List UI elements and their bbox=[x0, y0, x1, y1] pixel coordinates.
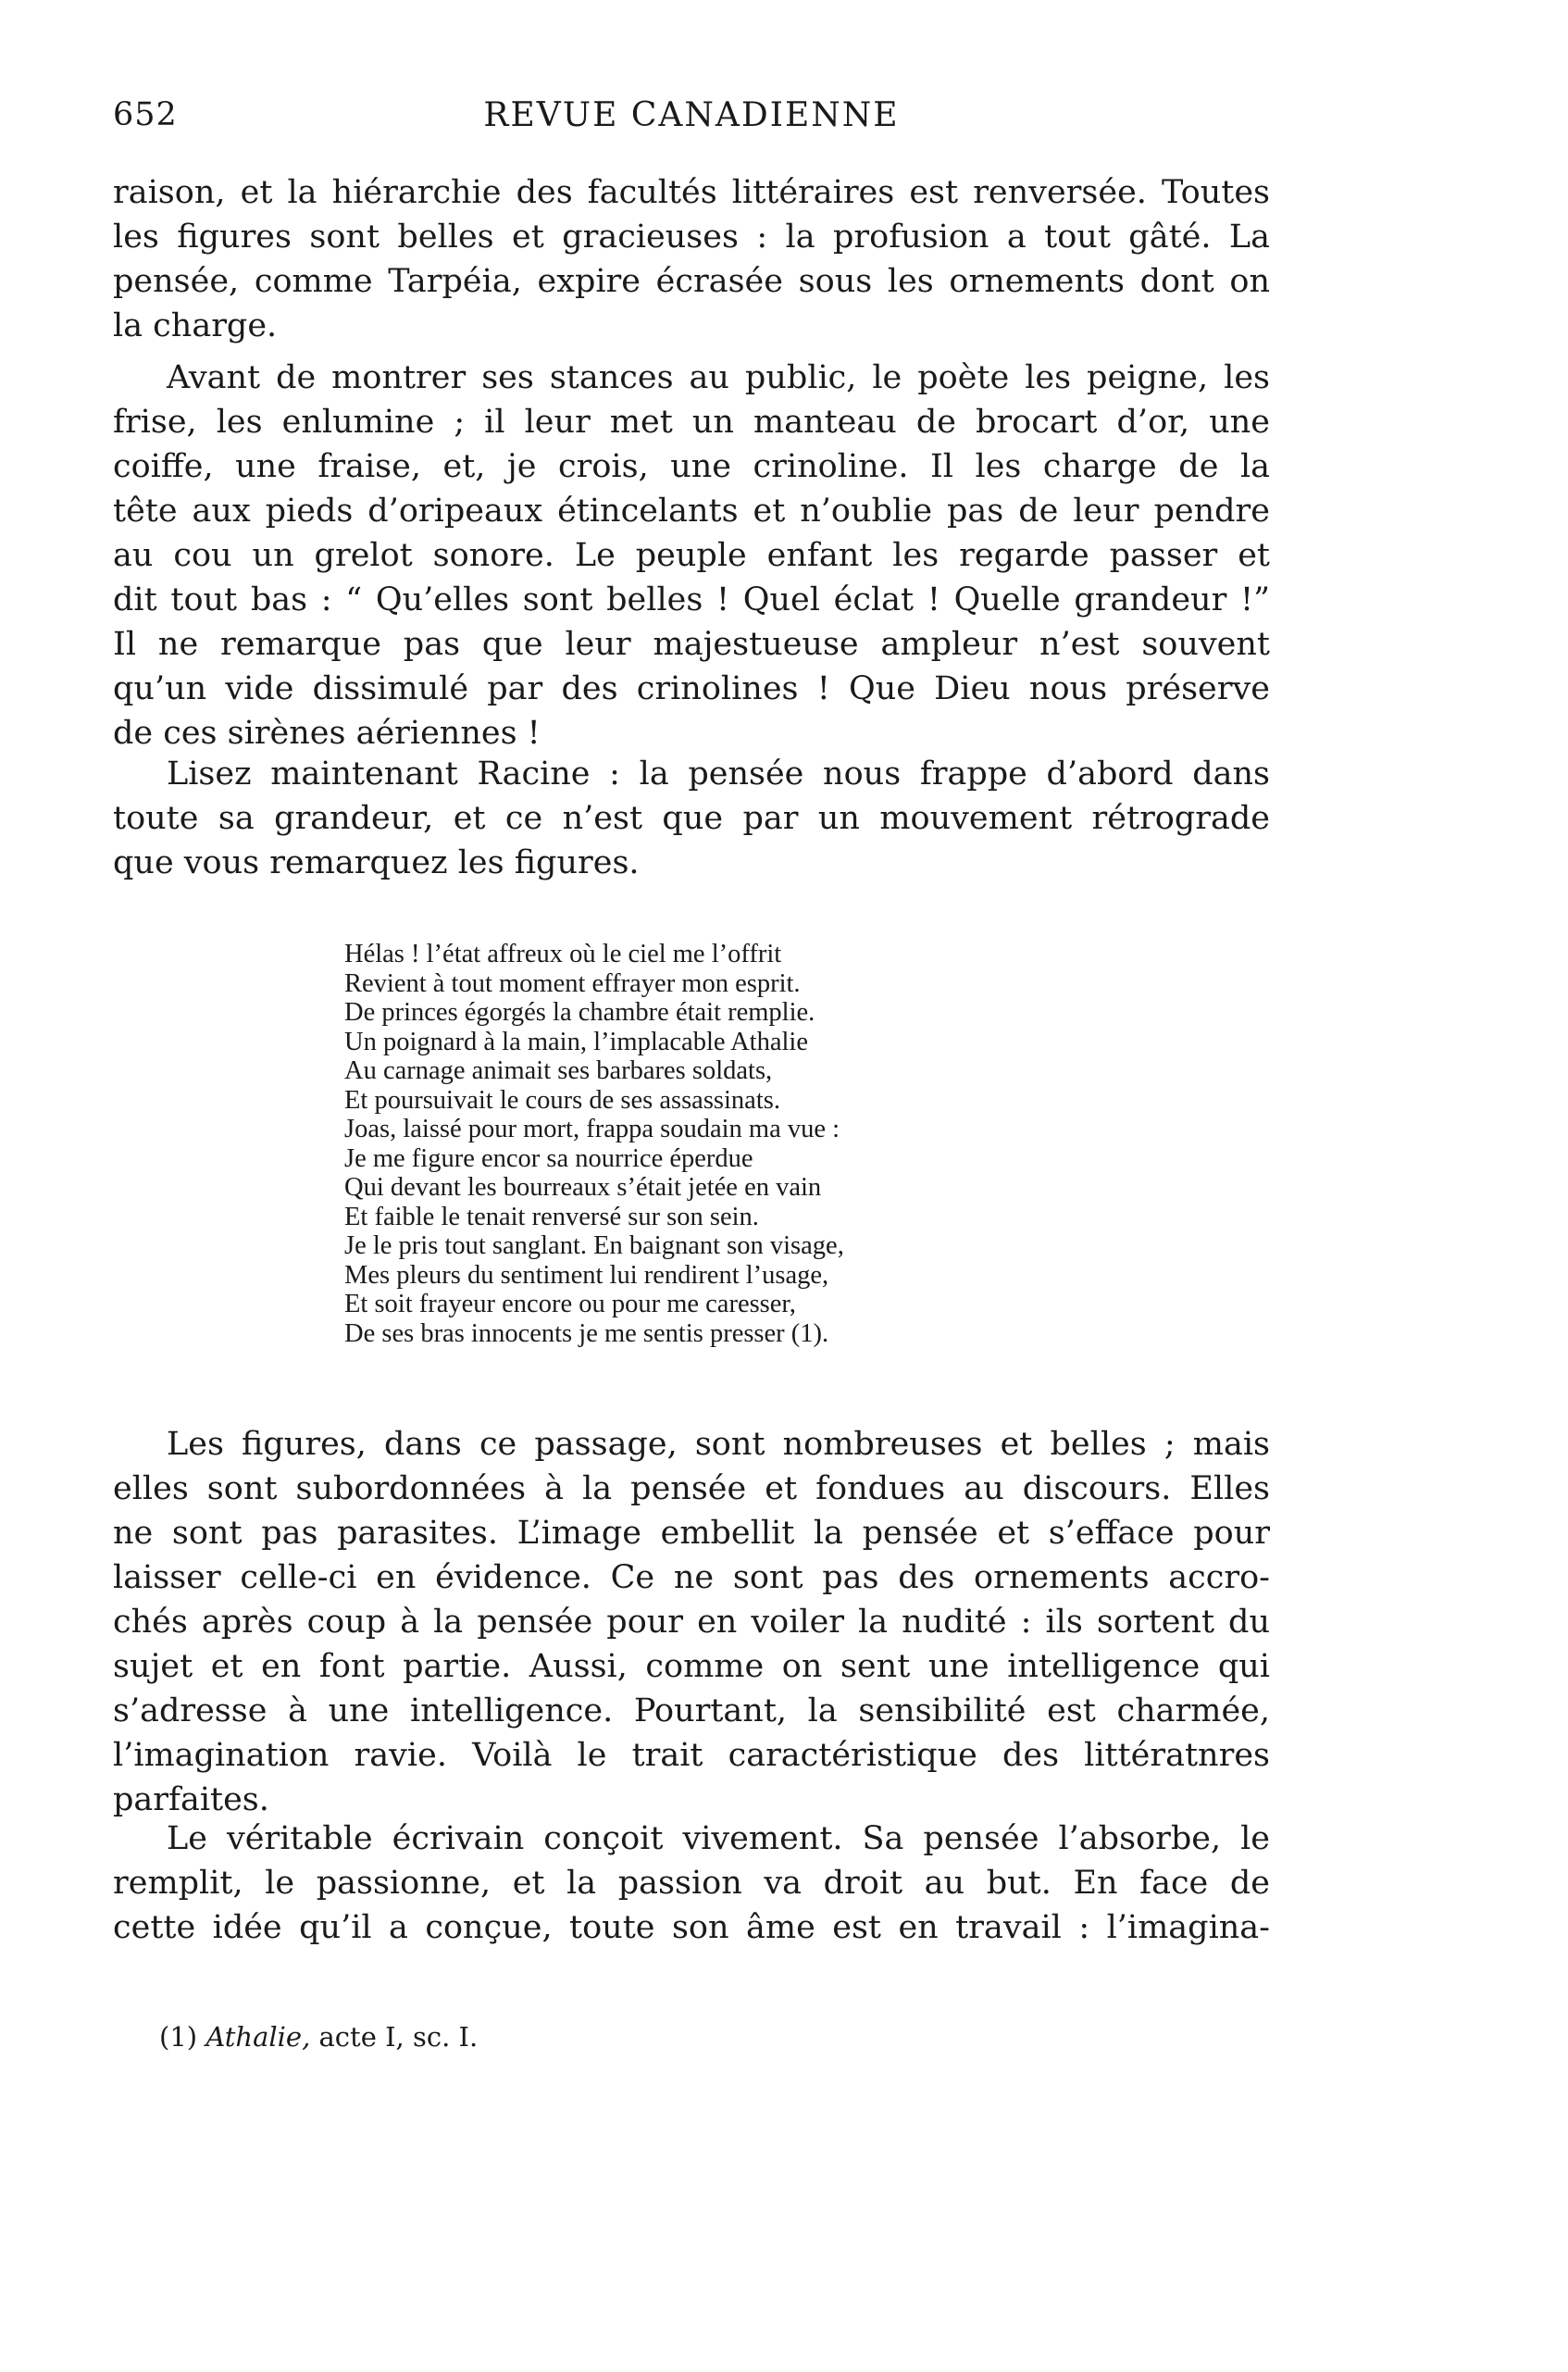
verse-line: Joas, laissé pour mort, frappa soudain ma vue : bbox=[344, 1115, 840, 1143]
text-line: dit tout bas : “ Qu’elles sont belles ! Quel éclat ! Quelle grandeur !” bbox=[113, 581, 1270, 618]
verse-line: Mes pleurs du sentiment lui rendirent l’usage, bbox=[344, 1260, 829, 1290]
text-line: la charge. bbox=[113, 307, 278, 344]
text-line: coiffe, une fraise, et, je crois, une crinoline. Il les charge de la bbox=[113, 448, 1270, 485]
text-line: qu’un vide dissimulé par des crinolines ! Que Dieu nous préserve bbox=[113, 670, 1270, 707]
verse-line: Je me figure encor sa nourrice éperdue bbox=[344, 1143, 753, 1173]
text-line: Les figures, dans ce passage, sont nombreuses et belles ; mais bbox=[167, 1426, 1270, 1463]
footnote-title: Athalie, bbox=[205, 2021, 311, 2053]
text-line: Lisez maintenant Racine : la pensée nous frappe d’abord dans bbox=[167, 755, 1270, 793]
verse-line: De princes égorgés la chambre était remplie. bbox=[344, 998, 815, 1027]
running-head: REVUE CANADIENNE bbox=[483, 96, 900, 134]
text-line: parfaites. bbox=[113, 1781, 269, 1818]
verse-line: Et faible le tenait renversé sur son sein. bbox=[344, 1202, 759, 1231]
text-line: raison, et la hiérarchie des facultés littéraires est renversée. Toutes bbox=[113, 174, 1270, 211]
text-line: sujet et en font partie. Aussi, comme on sent une intelligence qui bbox=[113, 1648, 1270, 1685]
text-line: laisser celle-ci en évidence. Ce ne sont pas des ornements accro- bbox=[113, 1559, 1270, 1596]
text-line: elles sont subordonnées à la pensée et fondues au discours. Elles bbox=[113, 1470, 1270, 1507]
text-line: pensée, comme Tarpéia, expire écrasée sous les ornements dont on bbox=[113, 263, 1270, 300]
text-line: Avant de montrer ses stances au public, le poète les peigne, les bbox=[167, 359, 1270, 396]
text-line: tête aux pieds d’oripeaux étincelants et n’oublie pas de leur pendre bbox=[113, 493, 1270, 530]
text-line: de ces sirènes aériennes ! bbox=[113, 715, 541, 752]
paragraph-figures bbox=[113, 1422, 1270, 1822]
text-line: remplit, le passionne, et la passion va droit au but. En face de bbox=[113, 1865, 1270, 1902]
verse-line: Hélas ! l’état affreux où le ciel me l’offrit bbox=[344, 940, 782, 968]
verse-line: Et poursuivait le cours de ses assassinats. bbox=[344, 1085, 780, 1115]
verse-quotation bbox=[344, 940, 1085, 1348]
page-number: 652 bbox=[113, 96, 178, 133]
verse-line: Qui devant les bourreaux s’était jetée en vain bbox=[344, 1173, 822, 1202]
verse-line: Un poignard à la main, l’implacable Athalie bbox=[344, 1027, 808, 1056]
footnote bbox=[159, 2021, 478, 2053]
verse-line: De ses bras innocents je me sentis presser (1). bbox=[344, 1318, 829, 1348]
paragraph-racine bbox=[113, 752, 1270, 885]
paragraph-continuation bbox=[113, 170, 1270, 348]
text-line: frise, les enlumine ; il leur met un manteau de brocart d’or, une bbox=[113, 404, 1270, 441]
text-line: Il ne remarque pas que leur majestueuse ampleur n’est souvent bbox=[113, 626, 1270, 663]
footnote-marker: (1) bbox=[159, 2021, 198, 2053]
text-line: l’imagination ravie. Voilà le trait caractéristique des littératnres bbox=[113, 1737, 1270, 1774]
text-line: ne sont pas parasites. L’image embellit la pensée et s’efface pour bbox=[113, 1515, 1270, 1552]
footnote-reference: acte I, sc. I. bbox=[318, 2021, 479, 2053]
verse-line: Revient à tout moment effrayer mon esprit. bbox=[344, 968, 801, 998]
verse-line: Au carnage animait ses barbares soldats, bbox=[344, 1056, 773, 1085]
text-line: toute sa grandeur, et ce n’est que par un mouvement rétrograde bbox=[113, 800, 1270, 837]
paragraph-stances bbox=[113, 356, 1270, 755]
text-line: les figures sont belles et gracieuses : la profusion a tout gâté. La bbox=[113, 218, 1270, 256]
verse-line: Et soit frayeur encore ou pour me caresser, bbox=[344, 1290, 796, 1318]
text-line: au cou un grelot sonore. Le peuple enfant les regarde passer et bbox=[113, 537, 1270, 574]
text-line: que vous remarquez les figures. bbox=[113, 844, 640, 881]
text-line: Le véritable écrivain conçoit vivement. Sa pensée l’absorbe, le bbox=[167, 1820, 1270, 1857]
text-line: cette idée qu’il a conçue, toute son âme est en travail : l’imagina- bbox=[113, 1909, 1270, 1946]
text-line: chés après coup à la pensée pour en voiler la nudité : ils sortent du bbox=[113, 1604, 1270, 1641]
page-header bbox=[113, 96, 1270, 143]
verse-line: Je le pris tout sanglant. En baignant son visage, bbox=[344, 1231, 844, 1260]
text-line: s’adresse à une intelligence. Pourtant, la sensibilité est charmée, bbox=[113, 1692, 1270, 1729]
paragraph-ecrivain bbox=[113, 1816, 1270, 1950]
